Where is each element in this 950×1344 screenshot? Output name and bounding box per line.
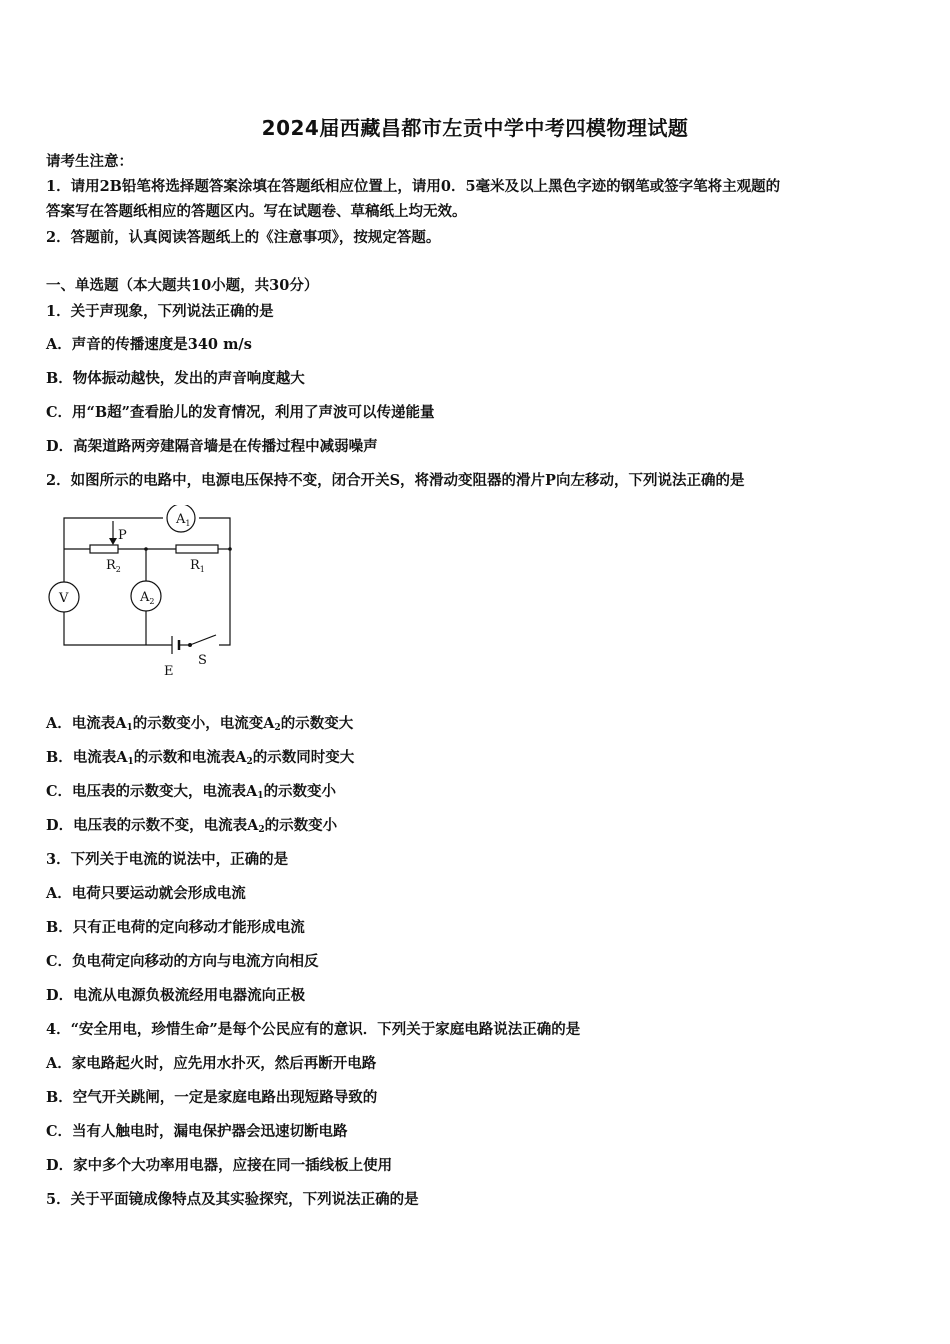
q4-stem: 4．“安全用电，珍惜生命”是每个公民应有的意识．下列关于家庭电路说法正确的是 [46,1021,581,1038]
slider-arrowhead [109,538,117,545]
wire-top-right [199,518,230,645]
q1-option-a: A．声音的传播速度是340 m/s [46,336,252,353]
q2-stem: 2．如图所示的电路中，电源电压保持不变，闭合开关S，将滑动变阻器的滑片P向左移动，下列说法正确的是 [46,472,745,489]
q1-option-c: C．用“B超”查看胎儿的发育情况，利用了声波可以传递能量 [46,404,435,421]
q1-stem: 1．关于声现象，下列说法正确的是 [46,303,274,320]
r1-resistor [176,545,218,553]
q2-option-b: B．电流表$A_1$的示数和电流表$A_2$的示数同时变大 [46,749,355,767]
q4-option-a: A．家电路起火时，应先用水扑灭，然后再断开电路 [46,1055,377,1072]
q4-option-d: D．家中多个大功率用电器，应接在同一插线板上使用 [46,1157,393,1174]
q3-option-a: A．电荷只要运动就会形成电流 [46,885,246,902]
notice-item-1-line-1: 1．请用2B铅笔将选择题答案涂填在答题纸相应位置上，请用0．5毫米及以上黑色字迹的钢笔或签字笔将主观题的 [46,178,781,195]
label-e: E [164,664,174,679]
junction-dot-right [228,547,232,551]
q2-option-d: D．电压表的示数不变，电流表$A_2$的示数变小 [46,817,338,835]
wire-bottom-left [64,612,172,645]
label-r1: $R_1$ [190,558,205,574]
r2-resistor [90,545,118,553]
switch-pivot [188,643,192,647]
junction-dot [144,547,148,551]
exam-title: 2024届西藏昌都市左贡中学中考四模物理试题 [261,116,689,140]
q3-stem: 3．下列关于电流的说法中，正确的是 [46,851,289,868]
notice-heading: 请考生注意： [46,153,133,170]
q3-option-b: B．只有正电荷的定向移动才能形成电流 [46,919,305,936]
circuit-diagram [40,505,250,685]
notice-item-2: 2．答题前，认真阅读答题纸上的《注意事项》，按规定答题。 [46,229,441,246]
switch-s [190,635,216,645]
q5-stem: 5．关于平面镜成像特点及其实验探究，下列说法正确的是 [46,1191,419,1208]
q1-option-b: B．物体振动越快，发出的声音响度越大 [46,370,305,387]
q1-option-d: D．高架道路两旁建隔音墙是在传播过程中减弱噪声 [46,438,378,455]
section-heading: 一、单选题（本大题共10小题，共30分） [46,277,319,294]
label-v: V [59,591,69,606]
label-r2: $R_2$ [106,558,121,574]
notice-item-1-line-2: 答案写在答题纸相应的答题区内。写在试题卷、草稿纸上均无效。 [46,203,467,220]
q3-option-c: C．负电荷定向移动的方向与电流方向相反 [46,953,319,970]
q2-option-a: A．电流表$A_1$的示数变小，电流变$A_2$的示数变大 [46,715,354,733]
q2-option-c: C．电压表的示数变大，电流表$A_1$的示数变小 [46,783,337,801]
label-p: P [118,528,127,543]
label-a1: $A_1$ [176,512,191,528]
label-s: S [198,653,207,668]
label-a2: $A_2$ [140,590,155,606]
q4-option-b: B．空气开关跳闸，一定是家庭电路出现短路导致的 [46,1089,378,1106]
q4-option-c: C．当有人触电时，漏电保护器会迅速切断电路 [46,1123,348,1140]
q3-option-d: D．电流从电源负极流经用电器流向正极 [46,987,306,1004]
